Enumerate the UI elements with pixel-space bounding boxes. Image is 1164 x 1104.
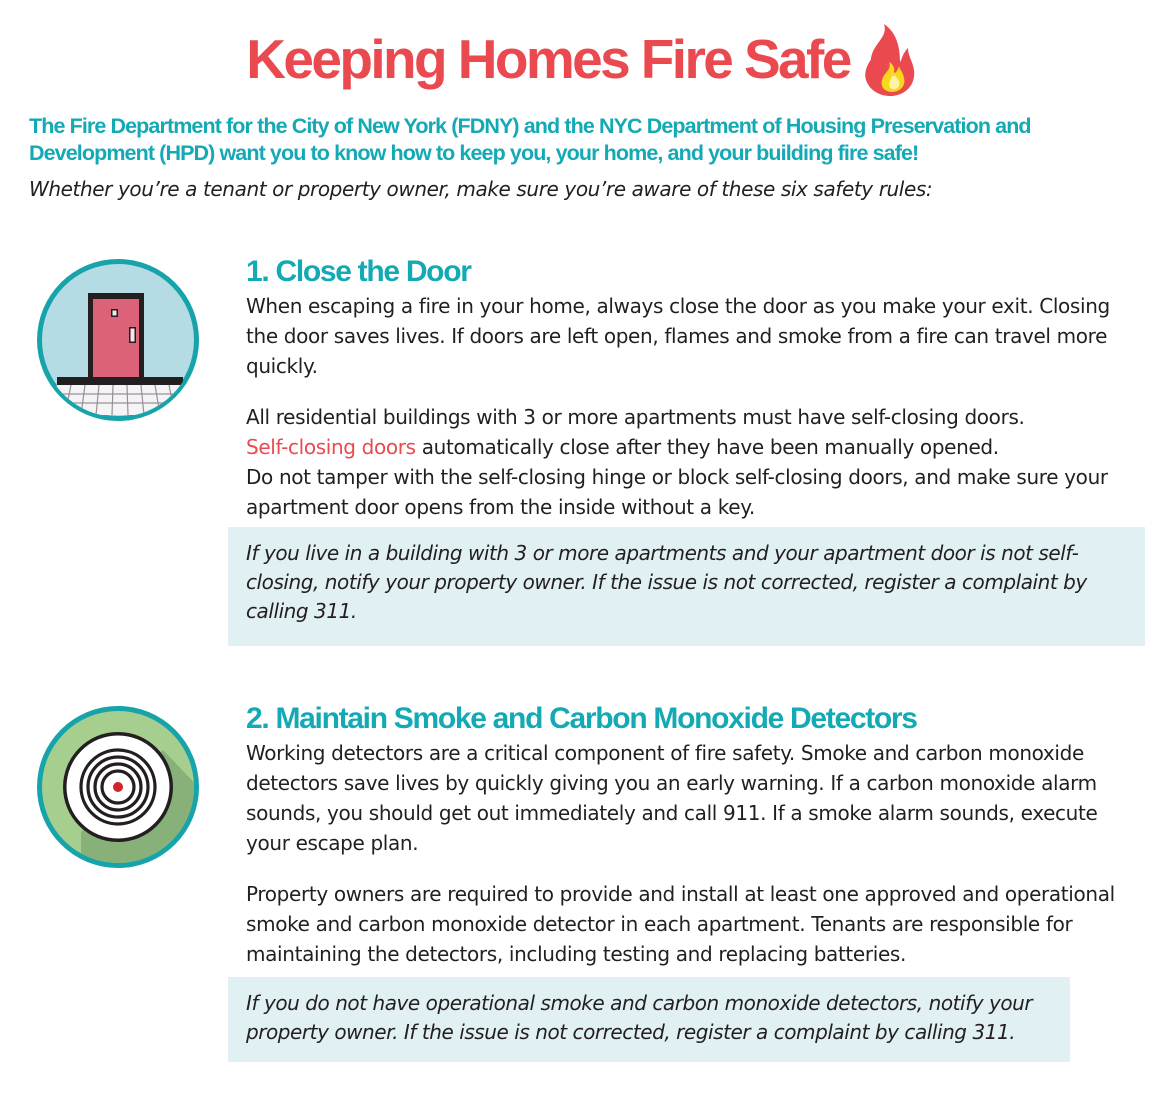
section-paragraph: Working detectors are a critical component of fire safety. Smoke and carbon monoxide detectors save lives by quickly giving you an early warning. If a carbon monoxide alarm sounds, you should get out immediately and call 911. If a smoke alarm sounds, execute your escape plan. xyxy=(246,741,1098,855)
paragraph-text: Do not tamper with the self-closing hinge or block self-closing doors, and make sure your apartment door opens from the inside without a key. xyxy=(246,465,1108,519)
intro-text: The Fire Department for the City of New York (FDNY) and the NYC Department of Housing Preservation and Development (HPD) want you to know how to keep you, your home, and your building fire safe! xyxy=(29,114,1031,165)
note-box xyxy=(228,527,1145,646)
section-close-door xyxy=(246,255,1146,522)
section-paragraph: When escaping a fire in your home, always close the door as you make your exit. Closing the door saves lives. If doors are left open, flames and smoke from a fire can travel more quickly. xyxy=(246,294,1110,378)
paragraph-text: automatically close after they have been manually opened. xyxy=(421,435,999,459)
flame-icon xyxy=(862,22,918,96)
title-row xyxy=(0,22,1164,96)
section-paragraph: Property owners are required to provide and install at least one approved and operational smoke and carbon monoxide detector in each apartment. Tenants are responsible for maintaining the detectors, including testing and replacing batteries. xyxy=(246,882,1115,966)
section-title: 1. Close the Door xyxy=(246,255,471,288)
note-box xyxy=(228,977,1070,1062)
self-closing-doors-link[interactable]: Self-closing doors xyxy=(246,435,416,459)
page-title: Keeping Homes Fire Safe xyxy=(246,27,850,90)
subtitle-text: Whether you’re a tenant or property owner, make sure you’re aware of these six safety rules: xyxy=(29,177,933,201)
note-text: If you do not have operational smoke and carbon monoxide detectors, notify your property owner. If the issue is not corrected, register a complaint by calling 311. xyxy=(246,991,1033,1044)
section-smoke-detectors xyxy=(246,702,1146,969)
section-paragraph xyxy=(246,402,1146,522)
paragraph-text: All residential buildings with 3 or more apartments must have self-closing doors. xyxy=(246,405,1025,429)
note-text: If you live in a building with 3 or more apartments and your apartment door is not self-closing, notify your property owner. If the issue is not corrected, register a complaint by calling 311. xyxy=(246,541,1087,623)
smoke-detector-icon xyxy=(33,702,203,872)
door-icon xyxy=(33,255,203,425)
section-title: 2. Maintain Smoke and Carbon Monoxide Detectors xyxy=(246,702,917,735)
